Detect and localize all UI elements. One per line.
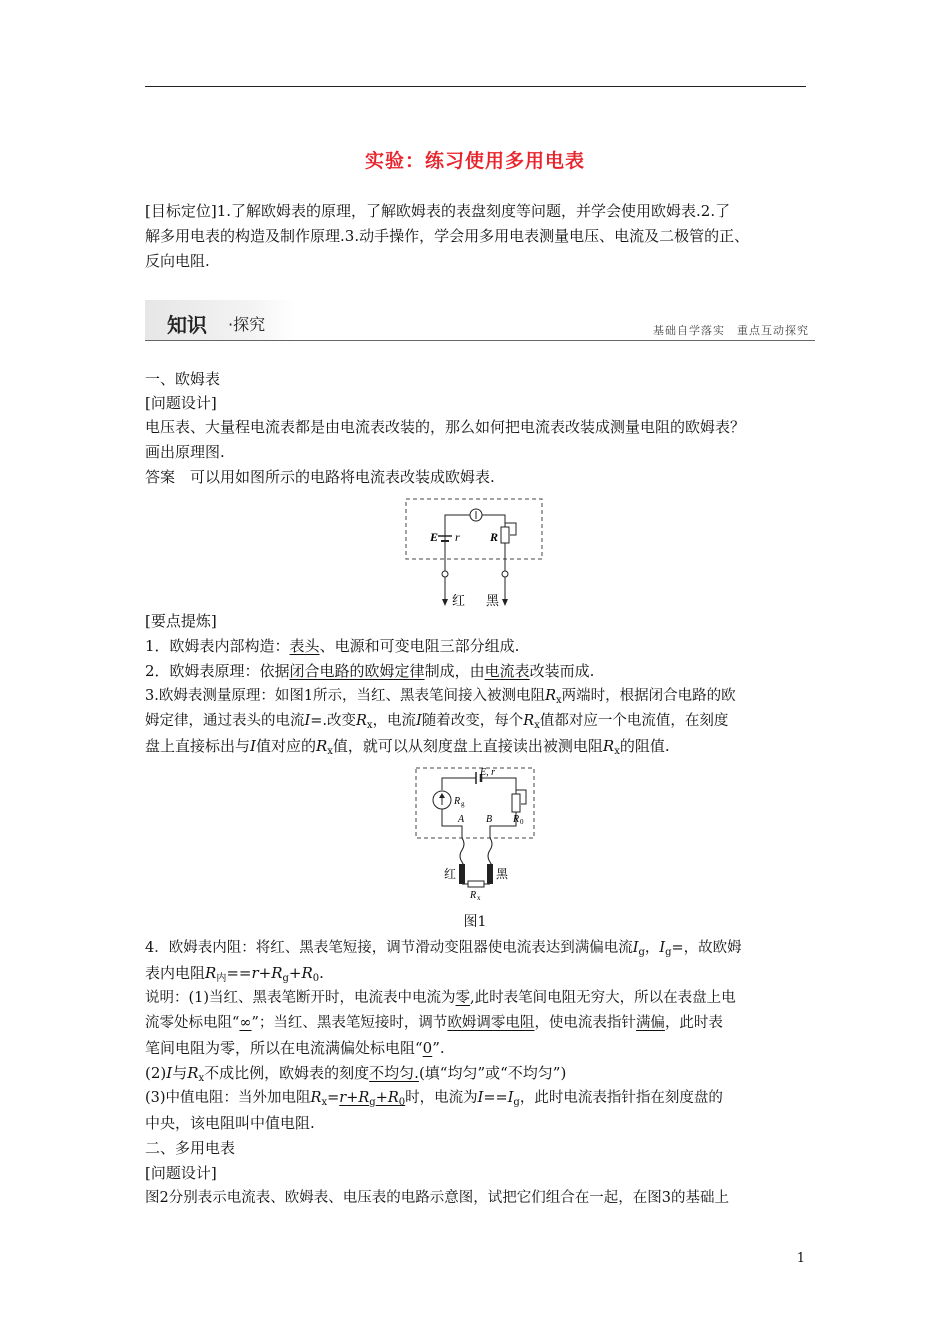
s2-line-1: 图2分别表示电流表、欧姆表、电压表的电路示意图，试把它们组合在一起，在图3的基础上 <box>145 1190 729 1206</box>
note-answer-zero-adjust: 欧姆调零电阻 <box>447 1015 535 1031</box>
fig2-label-B: B <box>486 814 493 825</box>
note-3-line-2: 中央，该电阻叫中值电阻. <box>145 1114 315 1132</box>
s2-heading: 二、多用电表 <box>145 1139 236 1157</box>
note-answer-full-scale: 满偏 <box>635 1015 665 1031</box>
note-line-1: 说明：(1)当红、黑表笔断开时，电流表中电流为零,此时表笔间电阻无穷大，所以在表盘上电 <box>145 990 736 1006</box>
s1-heading: 一、欧姆表 <box>145 370 221 388</box>
figure-1-circuit <box>410 764 540 902</box>
fig1-label-R: R <box>490 530 499 544</box>
s1-design-tag: [问题设计] <box>145 394 217 412</box>
fig2-label-Er: E, r <box>480 767 495 778</box>
page-number: 1 <box>796 1251 805 1266</box>
point-2: 2．欧姆表原理：依据闭合电路的欧姆定律制成，由电流表改装而成. <box>145 662 595 680</box>
objective-line-3: 反向电阻. <box>145 252 210 270</box>
fig1-label-r: r <box>455 530 460 544</box>
point-3-line-1: 3.欧姆表测量原理：如图1所示，当红、黑表笔间接入被测电阻$R_x$两端时，根据闭合电路的欧 <box>145 688 736 706</box>
fig2-sub-g: g <box>461 800 465 808</box>
point-4-line-1: 4．欧姆表内阻：将红、黑表笔短接，调节滑动变阻器使电流表达到满偏电流$I_g$，$I_g=$，故欧姆 <box>145 940 742 958</box>
note-answer-0: 0 <box>422 1039 433 1057</box>
point-1-answer: 表头 <box>289 637 320 655</box>
banner-sub: ·探究 <box>228 315 266 334</box>
fig2-label-A: A <box>458 814 465 825</box>
note-line-3: 笔间电阻为零，所以在电流满偏处标电阻“0”. <box>145 1039 445 1057</box>
ohmmeter-circuit-figure <box>400 497 550 609</box>
note-answer-zero: 零 <box>455 990 471 1006</box>
note-3-answer: $r+R_g+R_0$ <box>339 1090 406 1108</box>
figure-1-caption: 图1 <box>463 914 487 930</box>
fig2-label-red: 红 <box>444 867 457 881</box>
point-3-line-2: 姆定律，通过表头的电流I=.改变$R_x$，电流I随着改变，每个$R_x$值都对应一个电流值，在刻度 <box>145 713 729 731</box>
point-1: 1．欧姆表内部构造：表头、电源和可变电阻三部分组成. <box>145 637 520 655</box>
banner-main: 知识 <box>167 313 207 337</box>
fig2-sub-0: 0 <box>520 818 524 826</box>
point-2-answer-2: 电流表 <box>484 662 530 680</box>
fig1-label-black: 黑 <box>486 594 500 609</box>
section-banner <box>145 300 815 342</box>
point-3-line-3: 盘上直接标出与I值对应的$R_x$值，就可以从刻度盘上直接读出被测电阻$R_x$的阻值. <box>145 737 670 757</box>
points-tag: [要点提炼] <box>145 612 217 630</box>
fig1-label-E: E <box>430 530 439 544</box>
fig1-label-red: 红 <box>452 594 466 609</box>
fig2-sub-x: x <box>477 894 481 902</box>
s1-question-2: 画出原理图. <box>145 443 225 461</box>
point-2-answer-1: 闭合电路的欧姆定律 <box>289 662 425 680</box>
s1-answer: 答案 可以用如图所示的电路将电流表改装成欧姆表. <box>145 468 495 486</box>
objective-line-2: 解多用电表的构造及制作原理.3.动手操作，学会用多用电表测量电压、电流及二极管的正、 <box>145 227 750 245</box>
note-2-answer: 不均匀. <box>369 1064 419 1082</box>
s2-design-tag: [问题设计] <box>145 1164 217 1182</box>
note-2: (2)I与$R_x$不成比例，欧姆表的刻度不均匀.(填“均匀”或“不均匀”) <box>145 1064 567 1084</box>
note-answer-infinity: ∞ <box>239 1015 252 1031</box>
fig2-label-black: 黑 <box>496 867 509 881</box>
fig2-label-R0: R <box>513 814 520 825</box>
objective-line-1: [目标定位]1.了解欧姆表的原理，了解欧姆表的表盘刻度等问题，并学会使用欧姆表.2.了 <box>145 202 731 220</box>
note-3-line-1: (3)中值电阻：当外加电阻$R_x=r+R_g+R_0$时，电流为$I==I_g$，此时电流表指针指在刻度盘的 <box>145 1090 723 1108</box>
note-line-2: 流零处标电阻“∞”；当红、黑表笔短接时，调节欧姆调零电阻，使电流表指针满偏，此时表 <box>145 1015 723 1031</box>
point-4-line-2: 表内电阻$R_内==r+R_g+R_0$. <box>145 964 324 984</box>
page-title: 实验：练习使用多用电表 <box>364 150 585 172</box>
fig2-label-Rx: R <box>470 890 477 901</box>
s1-question-1: 电压表、大量程电流表都是由电流表改装的，那么如何把电流表改装成测量电阻的欧姆表？ <box>145 418 746 436</box>
banner-rule <box>145 340 815 341</box>
banner-right: 基础自学落实 重点互动探究 <box>653 324 809 337</box>
header-rule <box>145 86 806 87</box>
fig2-label-Rg: R <box>454 796 461 807</box>
